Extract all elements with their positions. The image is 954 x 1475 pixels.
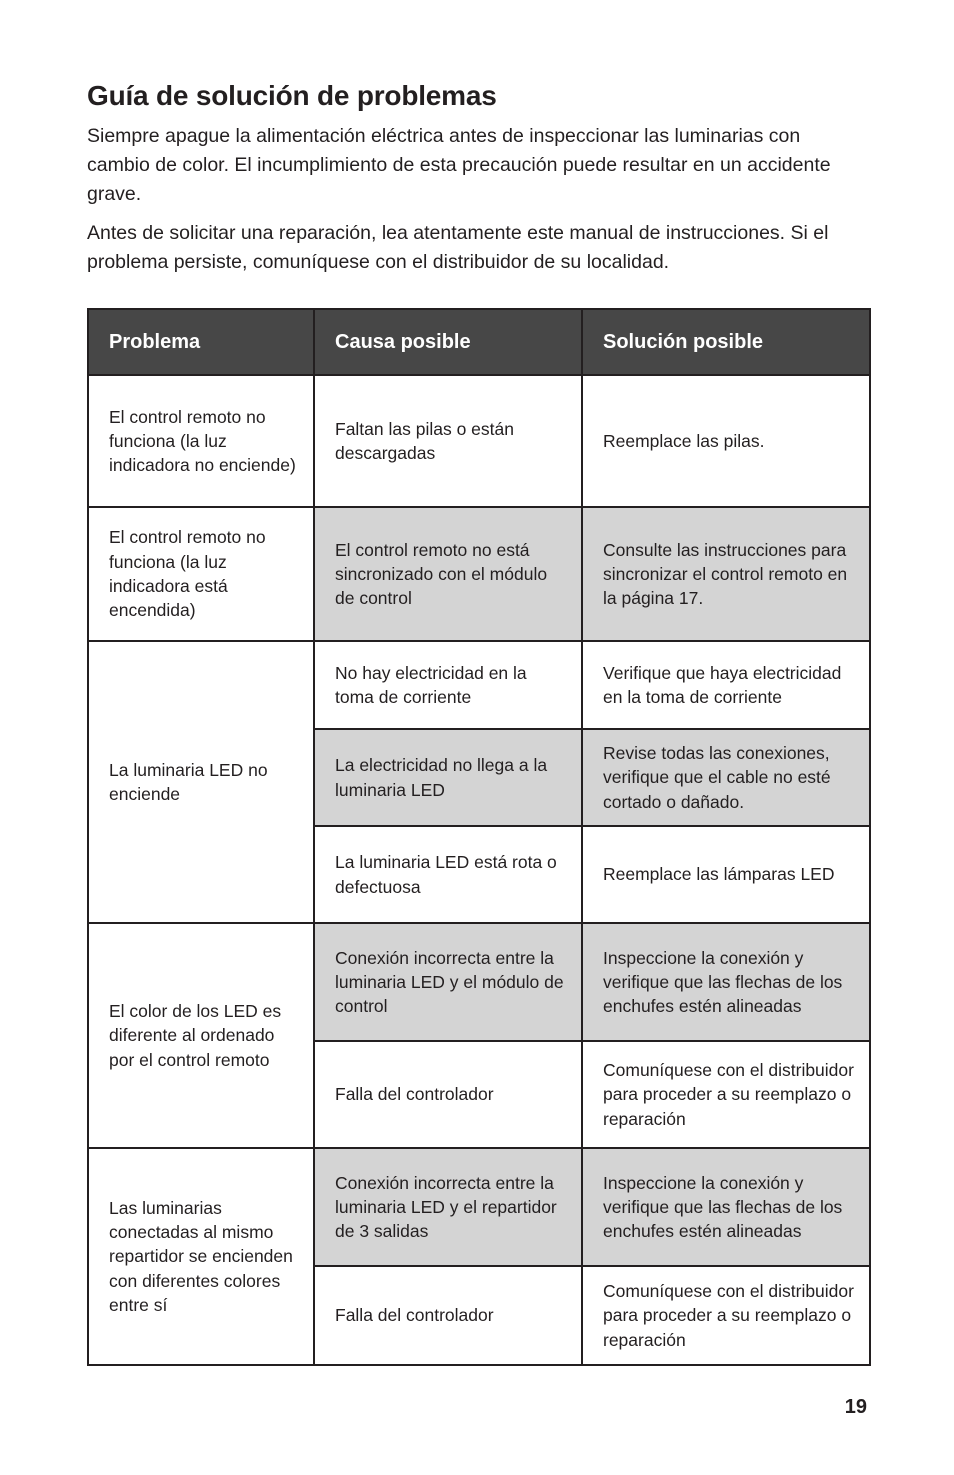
cause-cell: El control remoto no está sincronizado con el módulo de control (314, 507, 582, 641)
header-problem: Problema (88, 309, 314, 375)
solution-cell: Revise todas las conexiones, verifique que el cable no esté cortado o dañado. (582, 729, 870, 826)
solution-cell: Consulte las instrucciones para sincronizar el control remoto en la página 17. (582, 507, 870, 641)
table-row (88, 923, 870, 1041)
cause-cell: Falla del controlador (314, 1266, 582, 1365)
page-number: 19 (844, 1396, 867, 1418)
solution-cell: Comuníquese con el distribuidor para proceder a su reemplazo o reparación (582, 1266, 870, 1365)
solution-cell: Comuníquese con el distribuidor para proceder a su reemplazo o reparación (582, 1041, 870, 1148)
table-header-row (88, 309, 870, 375)
solution-cell: Inspeccione la conexión y verifique que las flechas de los enchufes estén alineadas (582, 923, 870, 1041)
page-title: Guía de solución de problemas (87, 80, 497, 111)
cause-cell: La luminaria LED está rota o defectuosa (314, 826, 582, 923)
solution-cell: Verifique que haya electricidad en la toma de corriente (582, 641, 870, 729)
table-row (88, 375, 870, 507)
header-solution: Solución posible (582, 309, 870, 375)
solution-cell: Reemplace las pilas. (582, 375, 870, 507)
table-row (88, 1148, 870, 1266)
cause-cell: No hay electricidad en la toma de corriente (314, 641, 582, 729)
cause-cell: Faltan las pilas o están descargadas (314, 375, 582, 507)
solution-cell: Inspeccione la conexión y verifique que las flechas de los enchufes estén alineadas (582, 1148, 870, 1266)
troubleshooting-table (87, 308, 871, 1366)
problem-cell: El control remoto no funciona (la luz indicadora está encendida) (88, 507, 314, 641)
problem-cell: Las luminarias conectadas al mismo repartidor se encienden con diferentes colores entre sí (88, 1148, 314, 1365)
table-row (88, 641, 870, 729)
cause-cell: Conexión incorrecta entre la luminaria LED y el módulo de control (314, 923, 582, 1041)
solution-cell: Reemplace las lámparas LED (582, 826, 870, 923)
problem-cell: El control remoto no funciona (la luz indicadora no enciende) (88, 375, 314, 507)
cause-cell: La electricidad no llega a la luminaria LED (314, 729, 582, 826)
cause-cell: Conexión incorrecta entre la luminaria LED y el repartidor de 3 salidas (314, 1148, 582, 1266)
table-row (88, 507, 870, 641)
problem-cell: El color de los LED es diferente al ordenado por el control remoto (88, 923, 314, 1148)
problem-cell: La luminaria LED no enciende (88, 641, 314, 923)
repair-advice-paragraph: Antes de solicitar una reparación, lea atentamente este manual de instrucciones. Si el problema persiste, comuníquese con el distribuidor de su localidad. (87, 222, 829, 273)
header-cause: Causa posible (314, 309, 582, 375)
safety-warning-paragraph: Siempre apague la alimentación eléctrica antes de inspeccionar las luminarias con cambio de color. El incumplimiento de esta precaución puede resultar en un accidente grave. (87, 125, 831, 205)
cause-cell: Falla del controlador (314, 1041, 582, 1148)
